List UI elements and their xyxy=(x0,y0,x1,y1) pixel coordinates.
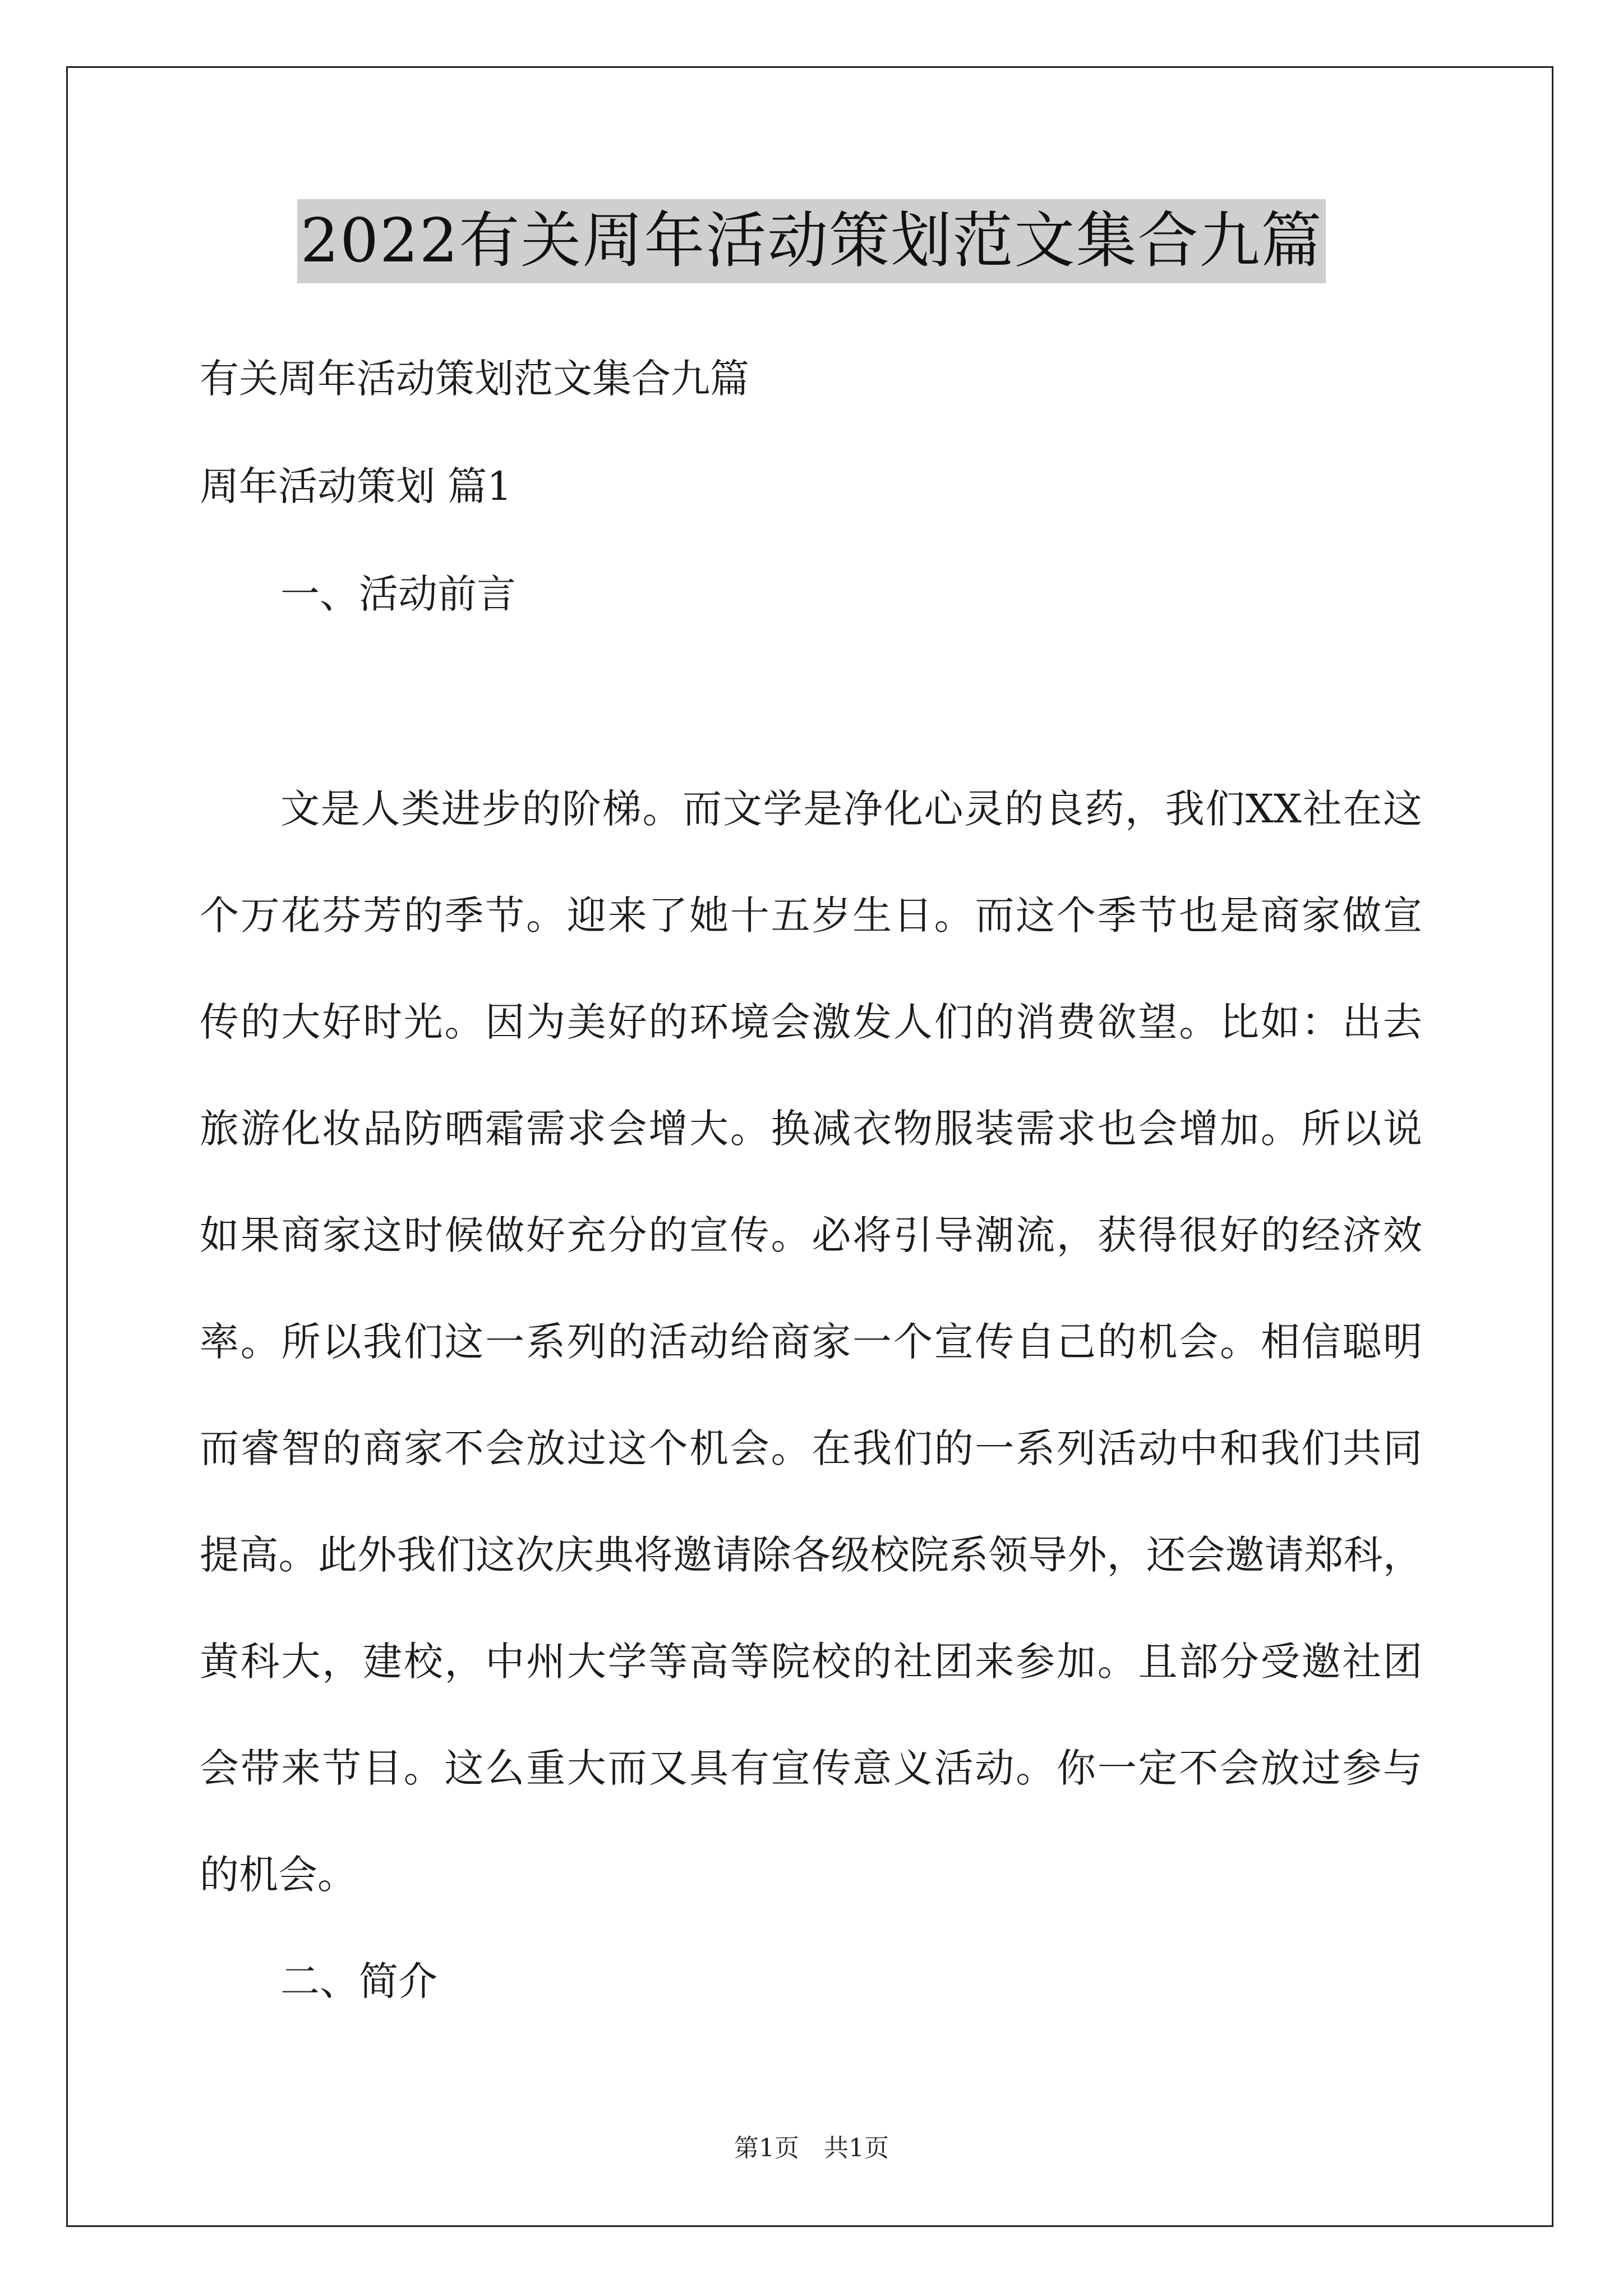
heading-introduction: 二、简介 xyxy=(280,1958,437,2004)
paragraph-line: 旅游化妆品防晒霜需求会增大。换减衣物服装需求也会增加。所以说 xyxy=(200,1106,1422,1152)
document-title: 2022有关周年活动策划范文集合九篇 xyxy=(297,199,1326,283)
paragraph-line: 提高。此外我们这次庆典将邀请除各级校院系领导外，还会邀请郑科， xyxy=(200,1532,1422,1578)
paragraph-line: 的机会。 xyxy=(200,1852,357,1898)
paragraph-line: 个万花芬芳的季节。迎来了她十五岁生日。而这个季节也是商家做宣 xyxy=(200,892,1422,938)
document-subtitle: 有关周年活动策划范文集合九篇 xyxy=(200,356,749,402)
paragraph-line: 黄科大，建校，中州大学等高等院校的社团来参加。且部分受邀社团 xyxy=(200,1639,1422,1685)
paragraph-line: 传的大好时光。因为美好的环境会激发人们的消费欲望。比如：出去 xyxy=(200,999,1422,1045)
section-heading: 周年活动策划 篇1 xyxy=(200,463,512,509)
paragraph-line: 如果商家这时候做好充分的宣传。必将引导潮流，获得很好的经济效 xyxy=(200,1212,1422,1258)
heading-activity-preface: 一、活动前言 xyxy=(280,571,516,617)
paragraph-line: 文是人类进步的阶梯。而文学是净化心灵的良药，我们XX社在这 xyxy=(280,786,1422,832)
paragraph-line: 而睿智的商家不会放过这个机会。在我们的一系列活动中和我们共同 xyxy=(200,1425,1422,1471)
paragraph-line: 率。所以我们这一系列的活动给商家一个宣传自己的机会。相信聪明 xyxy=(200,1319,1422,1365)
page-footer: 第1页 共1页 xyxy=(734,2134,889,2162)
title-container xyxy=(0,199,1623,283)
paragraph-line: 会带来节目。这么重大而又具有宣传意义活动。你一定不会放过参与 xyxy=(200,1745,1422,1791)
